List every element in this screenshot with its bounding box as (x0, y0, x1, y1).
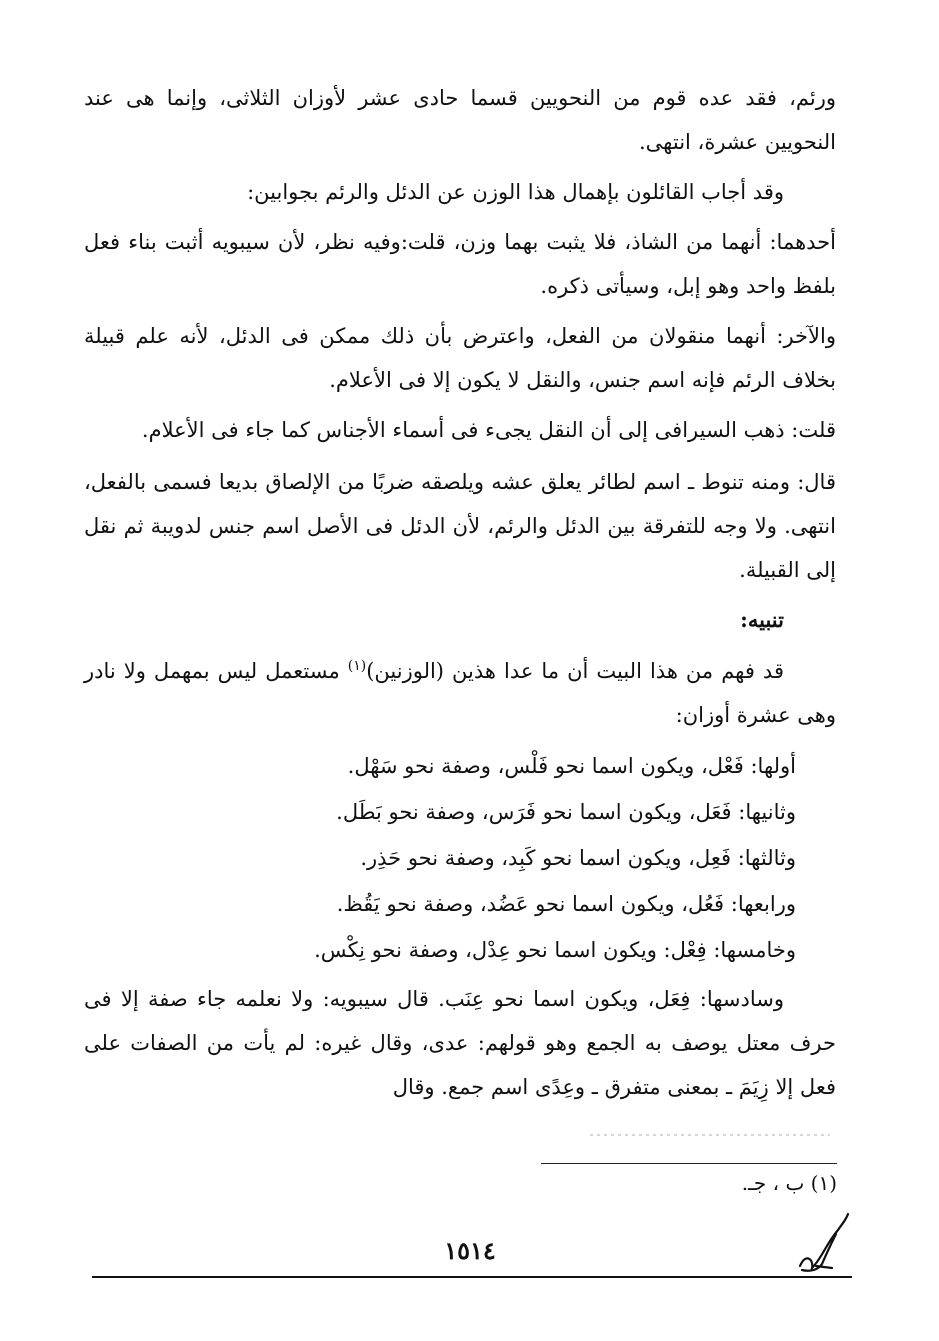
intro-paragraph (84, 644, 836, 737)
section-heading: تنبيه: (740, 607, 784, 632)
list-item: أولها: فَعْل، ويكون اسما نحو فَلْس، وصفة نحو سَهْل. (347, 754, 796, 778)
forms-list (84, 743, 836, 973)
footnote-divider (541, 1163, 837, 1164)
main-text (84, 76, 836, 1109)
final-paragraph: وسادسها: فِعَل، ويكون اسما نحو عِنَب. قال سيبويه: ولا نعلمه جاء صفة إلا فى حرف معتل يوصف به الجمع وهو قولهم: عدى، وقال غيره: لم يأت من الصفات على فعل إلا زِيَمَ ـ بمعنى متفرق ـ وعِدًى اسم جمع. وقال (84, 987, 836, 1099)
page-number: ١٥١٤ (444, 1236, 496, 1265)
footnote: (١) ب ، جـ. (741, 1171, 837, 1195)
faint-stamp-mark (590, 1128, 830, 1142)
paragraph-1: ورئم، فقد عده قوم من النحويين قسما حادى عشر لأوزان الثلاثى، وإنما هى عند النحويين عشرة، انتهى. (84, 86, 836, 154)
paragraph-4: والآخر: أنهما منقولان من الفعل، واعترض بأن ذلك ممكن فى الدئل، لأنه علم قبيلة بخلاف الرئم فإنه اسم جنس، والنقل لا يكون إلا فى الأعلام. (84, 324, 836, 392)
bottom-rule (92, 1276, 852, 1278)
paragraph-2: وقد أجاب القائلون بإهمال هذا الوزن عن الدئل والرئم بجوابين: (247, 180, 784, 204)
paragraph-3: أحدهما: أنهما من الشاذ، فلا يثبت بهما وزن، قلت:وفيه نظر، لأن سيبويه أثبت بناء فعل بلفظ واحد وهو إبل، وسيأتى ذكره. (84, 230, 836, 298)
intro-text-end: مستعمل ليس بمهمل ولا نادر وهى عشرة أوزان: (84, 659, 836, 727)
list-item: وخامسها: فِعْل: ويكون اسما نحو عِدْل، وصفة نحو نِكْس. (314, 938, 796, 962)
list-item: وثانيها: فَعَل، ويكون اسما نحو فَرَس، وصفة نحو بَطَل. (336, 800, 796, 824)
list-item: وثالثها: فَعِل، ويكون اسما نحو كَبِد، وصفة نحو حَذِر. (360, 846, 796, 870)
paragraph-6: قال: ومنه تنوط ـ اسم لطائر يعلق عشه ويلصقه ضربًا من الإلصاق بديعا فسمى بالفعل، انتهى. ولا وجه للتفرقة بين الدئل والرئم، لأن الدئل فى الأصل اسم جنس لدويبة ثم نقل إلى القبيلة. (84, 470, 836, 582)
intro-text-start: قد فهم من هذا البيت أن ما عدا هذين (الوزنين) (366, 659, 784, 683)
footnote-marker: (١) (347, 658, 367, 674)
paragraph-5: قلت: ذهب السيرافى إلى أن النقل يجىء فى أسماء الأجناس كما جاء فى الأعلام. (141, 418, 836, 442)
list-item: ورابعها: فَعُل، ويكون اسما نحو عَضُد، وصفة نحو يَقُظ. (336, 892, 796, 916)
signature-mark (792, 1208, 852, 1276)
